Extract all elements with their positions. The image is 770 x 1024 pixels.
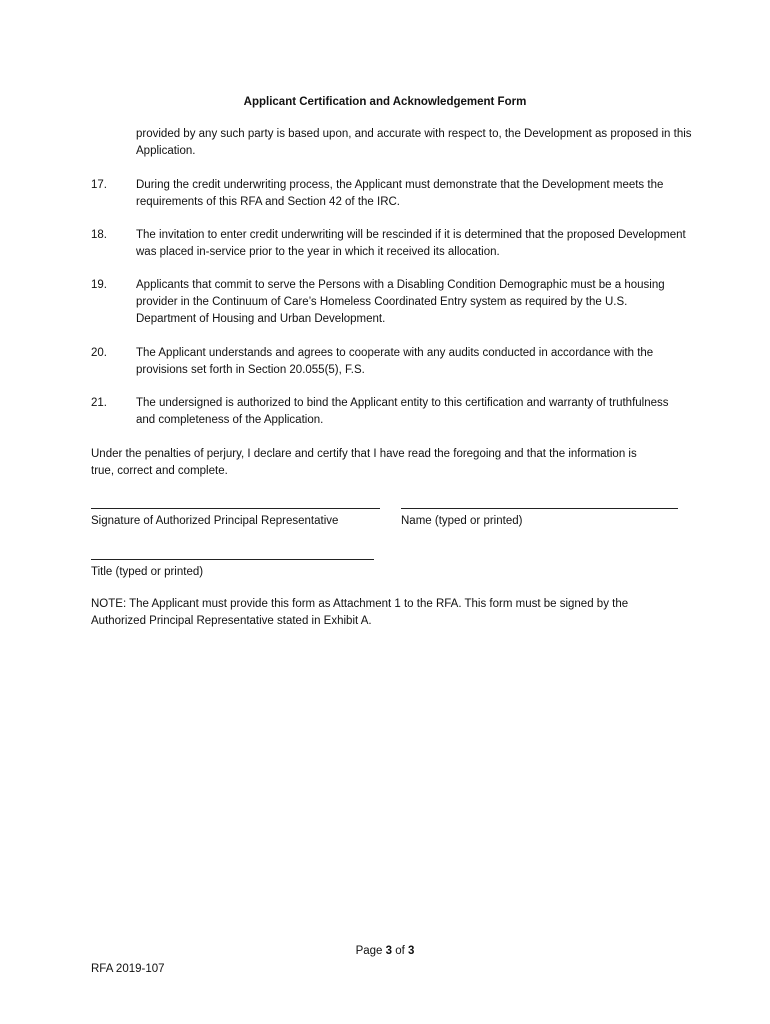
- item-number: 21.: [91, 397, 107, 409]
- title-label: Title (typed or printed): [91, 566, 204, 578]
- item-text: The undersigned is authorized to bind the Applicant entity to this certification and warranty of truthfulness and completeness of the Application.: [136, 397, 669, 426]
- item-text: During the credit underwriting process, the Applicant must demonstrate that the Development meets the requirements of this RFA and Section 42 of the IRC.: [136, 179, 664, 208]
- page-number: [0, 943, 770, 960]
- name-line[interactable]: [401, 508, 678, 509]
- item-number: 17.: [91, 179, 107, 191]
- page-title: Applicant Certification and Acknowledgement Form: [243, 96, 527, 108]
- signature-line[interactable]: [91, 508, 380, 509]
- title-line[interactable]: [91, 559, 374, 560]
- declaration-paragraph: Under the penalties of perjury, I declare and certify that I have read the foregoing and that the information is true, correct and complete.: [91, 448, 637, 477]
- rfa-number: RFA 2019-107: [91, 963, 165, 975]
- item-number: 18.: [91, 229, 107, 241]
- page-current: 3: [385, 945, 393, 957]
- page-prefix: Page: [355, 945, 386, 957]
- item-text: Applicants that commit to serve the Persons with a Disabling Condition Demographic must be a housing provider in the Continuum of Care’s Homeless Coordinated Entry system as required by the U.S. Department of Housing and Urban Development.: [136, 279, 665, 325]
- note-paragraph: NOTE: The Applicant must provide this form as Attachment 1 to the RFA. This form must be signed by the Authorized Principal Representative stated in Exhibit A.: [91, 598, 629, 627]
- signature-label: Signature of Authorized Principal Representative: [91, 515, 339, 527]
- item-text: The Applicant understands and agrees to cooperate with any audits conducted in accordance with the provisions set forth in Section 20.055(5), F.S.: [136, 347, 654, 376]
- page-total: 3: [408, 945, 415, 957]
- name-label: Name (typed or printed): [401, 515, 523, 527]
- page-of: of: [392, 945, 409, 957]
- item-number: 19.: [91, 279, 107, 291]
- continuation-paragraph: provided by any such party is based upon, and accurate with respect to, the Development as proposed in this Application.: [136, 128, 692, 157]
- item-text: The invitation to enter credit underwriting will be rescinded if it is determined that the proposed Development was placed in-service prior to the year in which it received its allocation.: [136, 229, 686, 258]
- item-number: 20.: [91, 347, 107, 359]
